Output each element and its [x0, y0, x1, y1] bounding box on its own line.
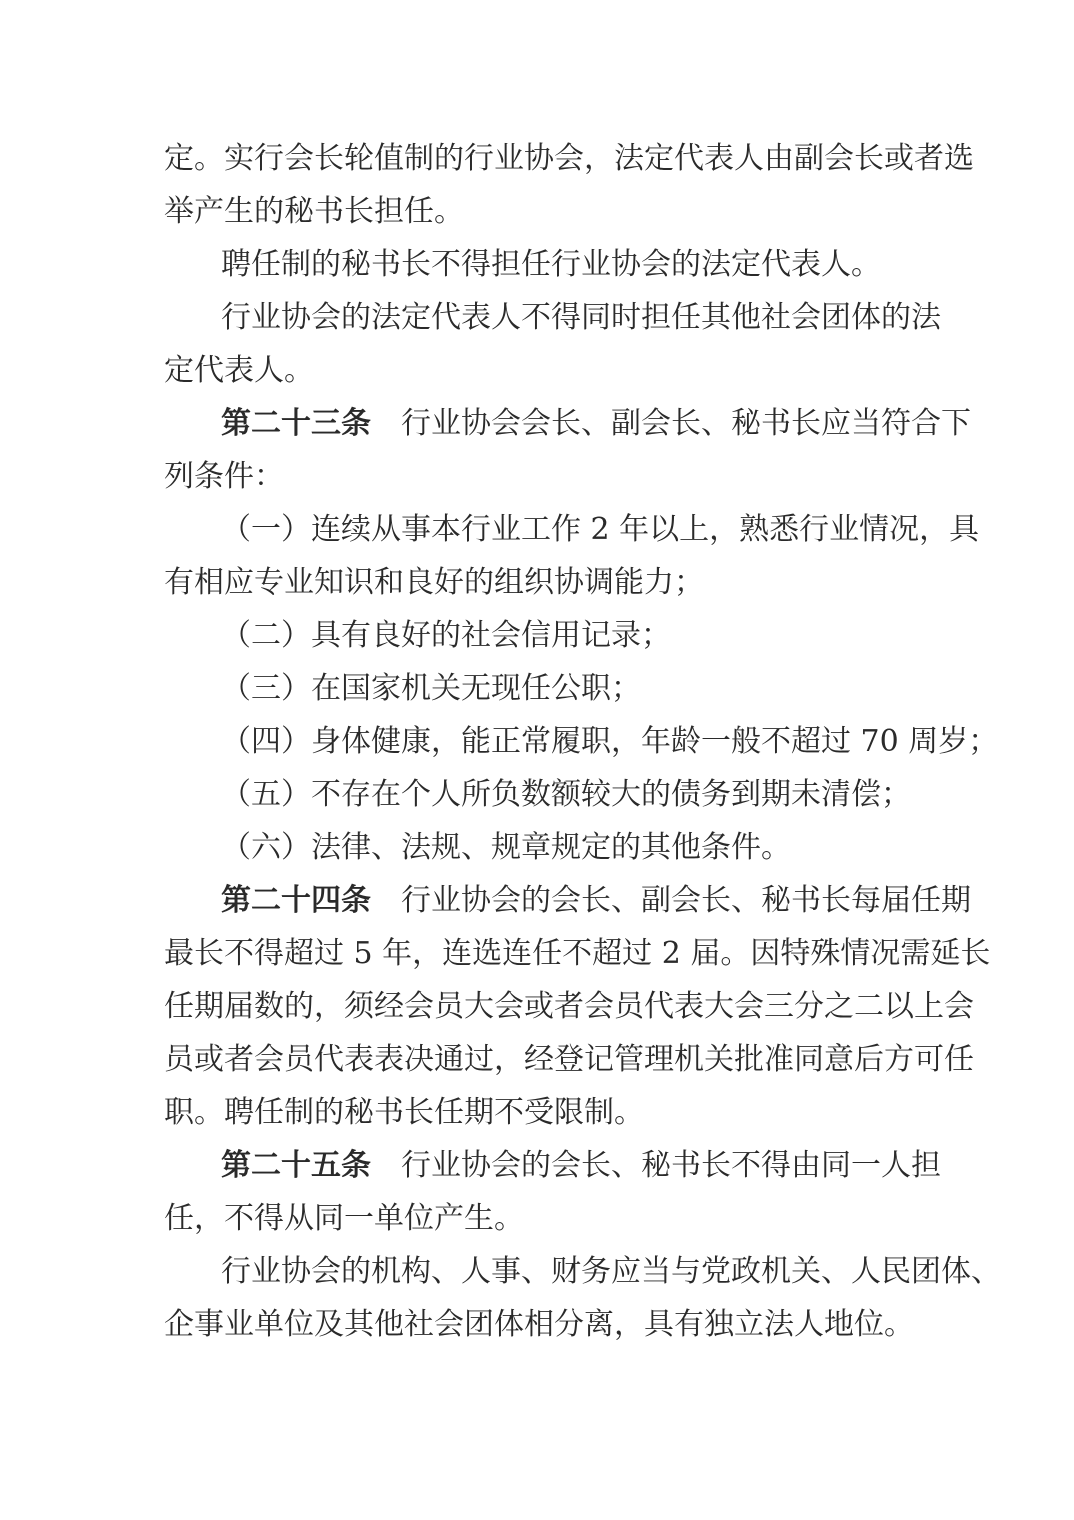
article-25 [164, 1139, 941, 1245]
article-heading: 第二十五条 [221, 1148, 371, 1183]
text-line: 列条件： [164, 459, 284, 494]
paragraph [164, 1245, 1001, 1351]
article-24 [164, 874, 991, 1139]
text-line: 最长不得超过 5 年，连选连任不超过 2 届。因特殊情况需延长 [164, 936, 991, 971]
text-line: 有相应专业知识和良好的组织协调能力； [164, 565, 704, 600]
text-line: （四）身体健康，能正常履职，年龄一般不超过 70 周岁； [221, 724, 999, 759]
paragraph [164, 291, 941, 397]
list-item [164, 715, 999, 768]
text-line [164, 397, 971, 450]
list-item [164, 503, 980, 609]
text-line: （六）法律、法规、规章规定的其他条件。 [221, 830, 791, 865]
paragraph [164, 132, 974, 238]
text-line: 举产生的秘书长担任。 [164, 194, 464, 229]
list-item [164, 768, 914, 821]
list-item [164, 609, 914, 662]
paragraph [164, 238, 914, 291]
text-line: 定。实行会长轮值制的行业协会，法定代表人由副会长或者选 [164, 141, 974, 176]
article-text: 行业协会的会长、秘书长不得由同一人担 [401, 1148, 941, 1183]
text-line: （二）具有良好的社会信用记录； [221, 618, 671, 653]
article-text: 行业协会的会长、副会长、秘书长每届任期 [401, 883, 971, 918]
article-heading: 第二十三条 [221, 406, 371, 441]
text-line: 行业协会的法定代表人不得同时担任其他社会团体的法 [221, 300, 941, 335]
article-text: 行业协会会长、副会长、秘书长应当符合下 [401, 406, 971, 441]
text-line: 职。聘任制的秘书长任期不受限制。 [164, 1095, 644, 1130]
text-line: （三）在国家机关无现任公职； [221, 671, 641, 706]
text-line: 企事业单位及其他社会团体相分离，具有独立法人地位。 [164, 1307, 914, 1342]
article-heading: 第二十四条 [221, 883, 371, 918]
list-item [164, 821, 914, 874]
text-line: 聘任制的秘书长不得担任行业协会的法定代表人。 [221, 247, 881, 282]
text-line: 定代表人。 [164, 353, 314, 388]
text-line: （一）连续从事本行业工作 2 年以上，熟悉行业情况，具 [221, 512, 980, 547]
article-23 [164, 397, 971, 503]
text-line [164, 874, 971, 927]
text-line: 任，不得从同一单位产生。 [164, 1201, 524, 1236]
text-line: 任期届数的，须经会员大会或者会员代表大会三分之二以上会 [164, 989, 974, 1024]
document-page [164, 132, 1001, 1351]
text-line [164, 1139, 941, 1192]
list-item [164, 662, 914, 715]
text-line: （五）不存在个人所负数额较大的债务到期未清偿； [221, 777, 911, 812]
text-line: 员或者会员代表表决通过，经登记管理机关批准同意后方可任 [164, 1042, 974, 1077]
text-line: 行业协会的机构、人事、财务应当与党政机关、人民团体、 [221, 1254, 1001, 1289]
